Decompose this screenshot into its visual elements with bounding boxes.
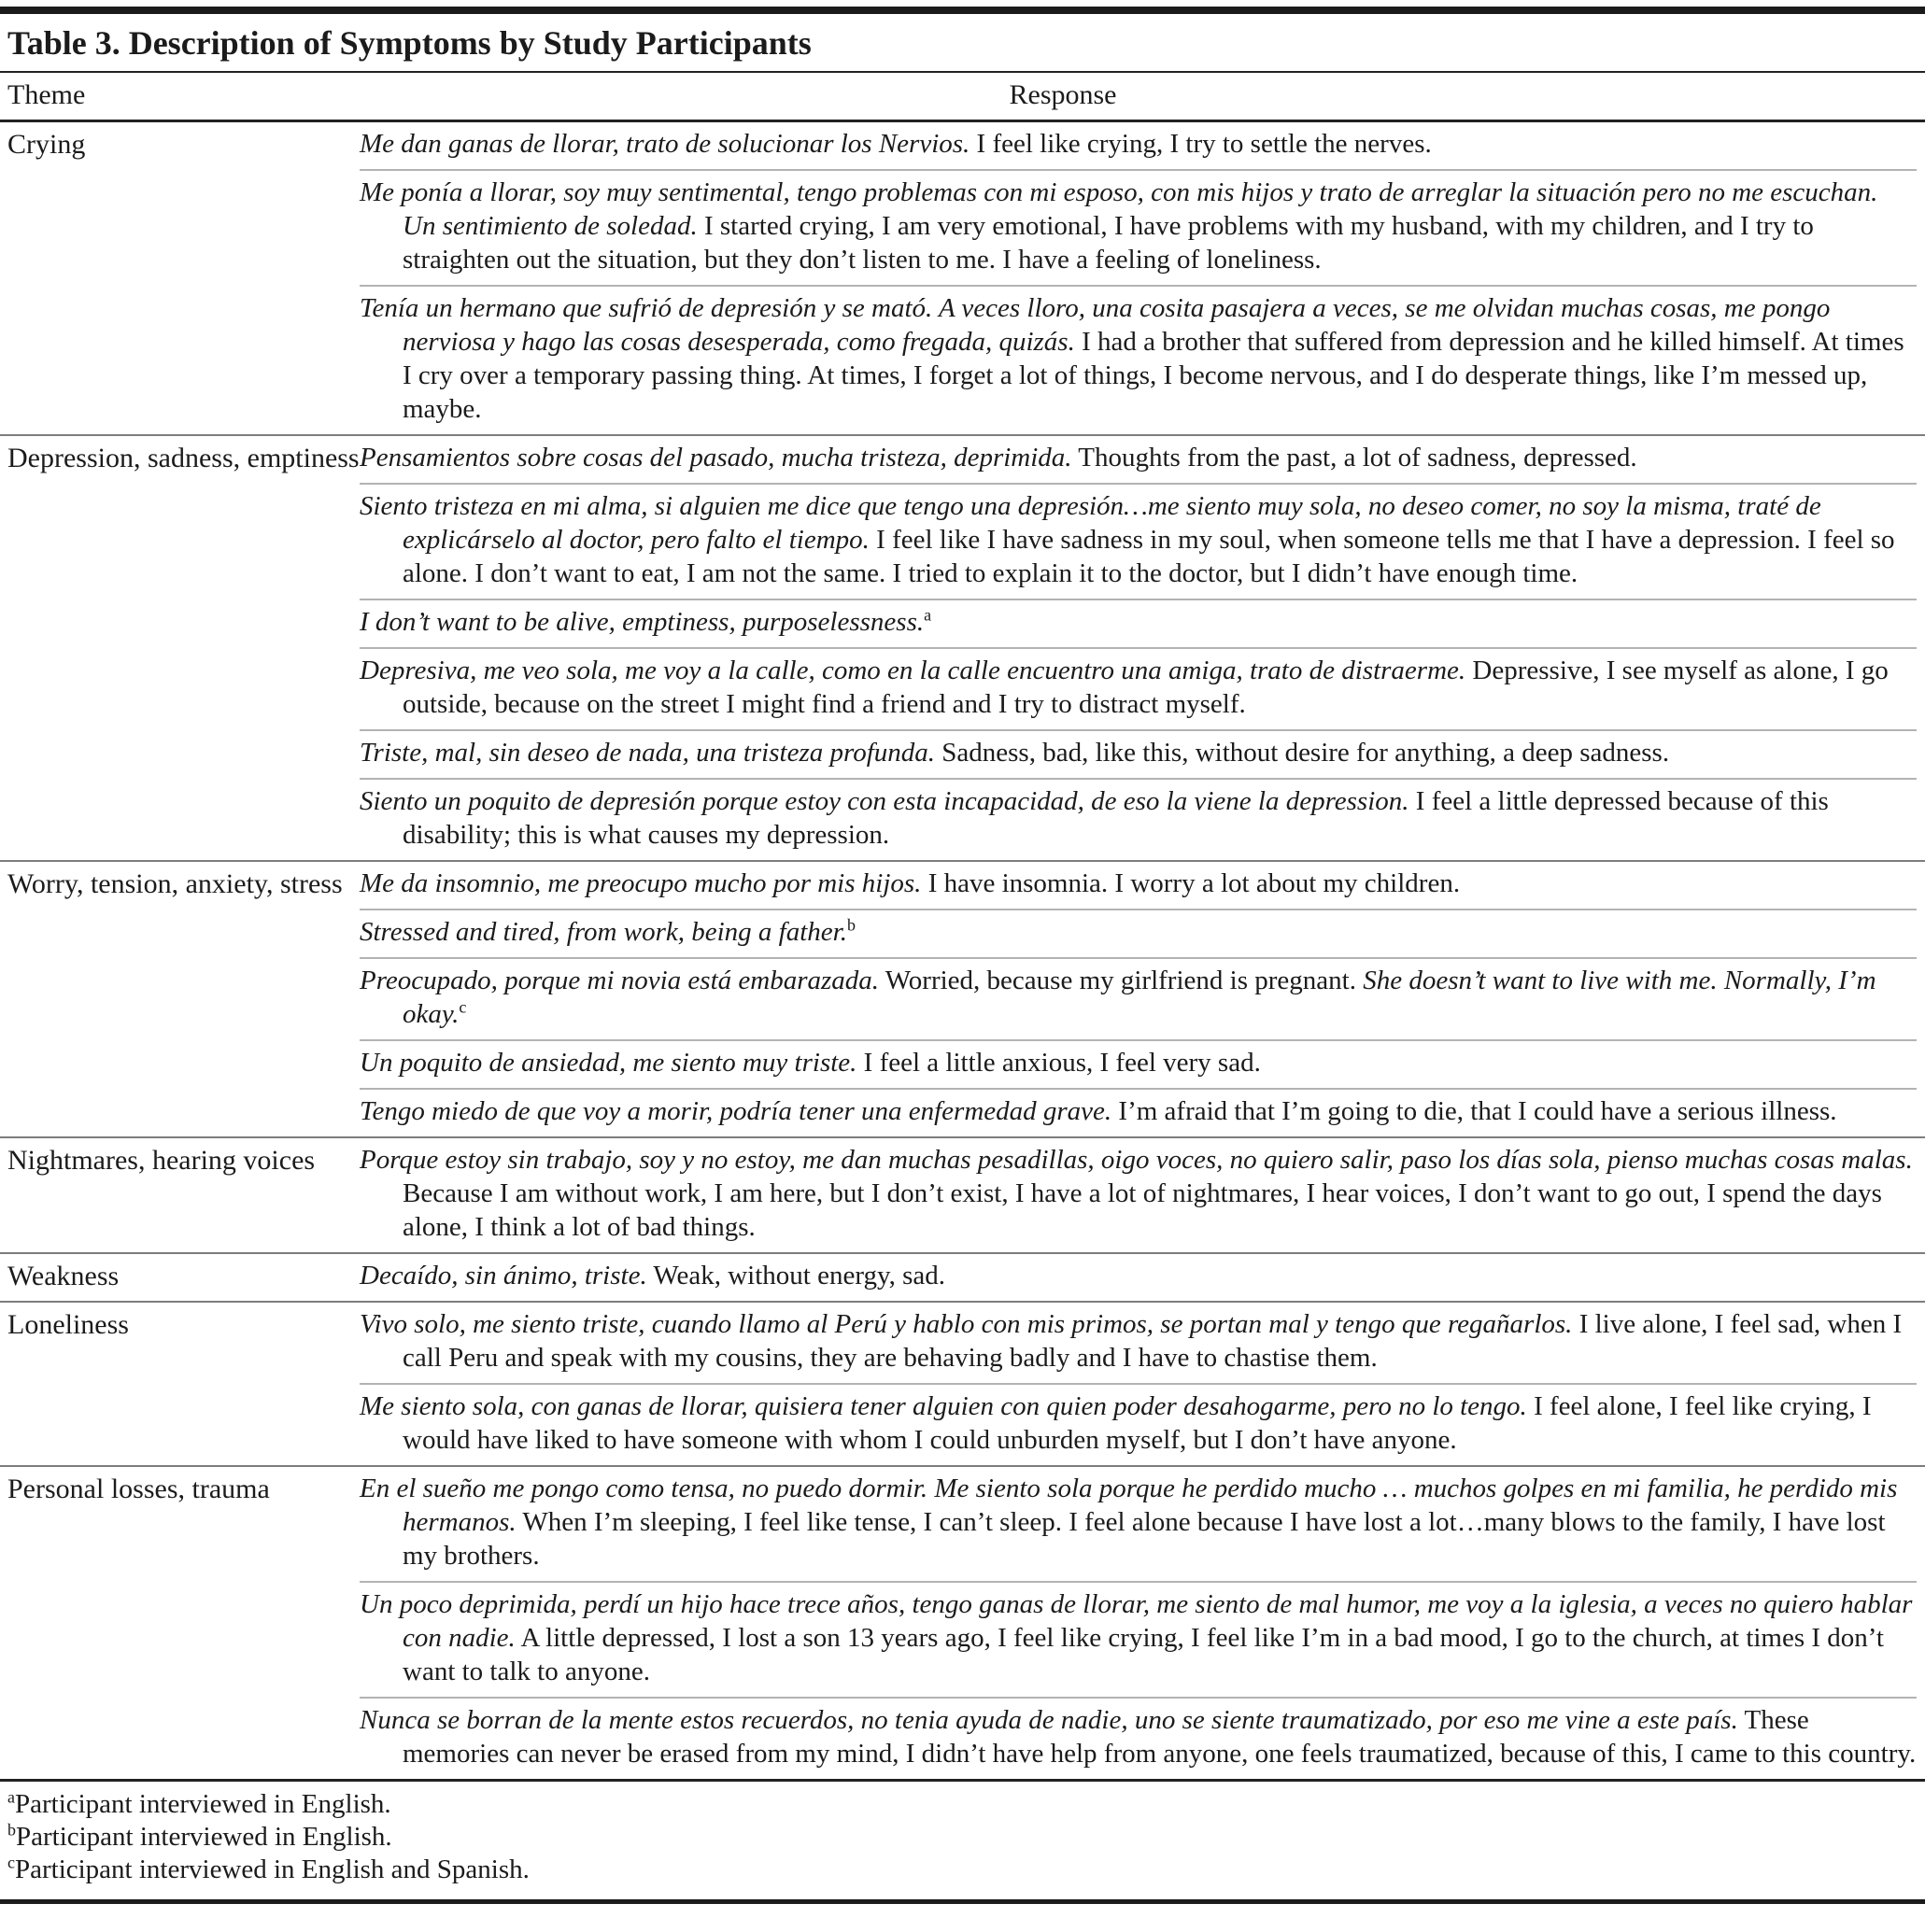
theme-group bbox=[0, 1252, 1925, 1301]
response-spanish: Decaído, sin ánimo, triste. bbox=[360, 1261, 647, 1290]
theme-group bbox=[0, 434, 1925, 860]
response-cell bbox=[360, 862, 1925, 1136]
response-english: Sadness, bad, like this, without desire for anything, a deep sadness. bbox=[935, 738, 1670, 768]
column-header-response: Response bbox=[1009, 79, 1117, 110]
response-cell bbox=[360, 1467, 1925, 1779]
response-text bbox=[360, 285, 1917, 434]
theme-group bbox=[0, 122, 1925, 434]
response-spanish: En el sueño me pongo como tensa, no puedo dormir. Me siento sola porque he perdido mucho … muchos golpes en mi familia, he perdido mis hermanos. bbox=[360, 1474, 1898, 1537]
response-spanish: I don’t want to be alive, emptiness, purposelessness. bbox=[360, 607, 925, 637]
theme-cell: Weakness bbox=[7, 1261, 120, 1291]
response-spanish: Me dan ganas de llorar, trato de solucionar los Nervios. bbox=[360, 129, 970, 159]
footnote-text: Participant interviewed in English. bbox=[14, 1789, 391, 1819]
response-text bbox=[360, 729, 1917, 778]
response-cell bbox=[360, 122, 1925, 434]
footnote-marker: a bbox=[7, 1787, 15, 1807]
footnote-marker: c bbox=[7, 1853, 15, 1872]
response-english: I feel alone, I feel like crying, I would have liked to have someone with whom I could unburden myself, but I don’t have anyone. bbox=[403, 1391, 1872, 1455]
response-text bbox=[360, 122, 1917, 169]
footnote-marker: b bbox=[7, 1820, 16, 1840]
response-spanish: Preocupado, porque mi novia está embarazada. bbox=[360, 966, 880, 995]
response-text bbox=[360, 1697, 1917, 1779]
symptoms-table bbox=[0, 7, 1925, 1904]
response-text bbox=[360, 1088, 1917, 1136]
response-text bbox=[360, 169, 1917, 285]
response-spanish: Siento un poquito de depresión porque estoy con esta incapacidad, de eso la viene la depression. bbox=[360, 786, 1409, 816]
response-english: I feel like crying, I try to settle the nerves. bbox=[970, 129, 1432, 159]
response-cell bbox=[360, 436, 1925, 860]
theme-group bbox=[0, 1301, 1925, 1465]
response-english: I live alone, I feel sad, when I call Peru and speak with my cousins, they are behaving badly and I have to chastise them. bbox=[403, 1309, 1903, 1373]
footnote-marker: a bbox=[924, 605, 932, 625]
response-english: I have insomnia. I worry a lot about my children. bbox=[921, 868, 1461, 898]
response-spanish: Me da insomnio, me preocupo mucho por mis hijos. bbox=[360, 868, 922, 898]
response-text bbox=[360, 1138, 1917, 1252]
theme-cell: Nightmares, hearing voices bbox=[7, 1145, 316, 1176]
table-header-row bbox=[0, 73, 1925, 122]
response-spanish: Un poquito de ansiedad, me siento muy triste. bbox=[360, 1048, 857, 1078]
response-spanish: Tengo miedo de que voy a morir, podría tener una enfermedad grave. bbox=[360, 1096, 1112, 1126]
theme-cell: Worry, tension, anxiety, stress bbox=[7, 868, 343, 899]
response-english: I’m afraid that I’m going to die, that I could have a serious illness. bbox=[1111, 1096, 1837, 1126]
response-english: Depressive, I see myself as alone, I go outside, because on the street I might find a friend and I try to distract myself. bbox=[403, 656, 1889, 719]
footnote-text: Participant interviewed in English. bbox=[15, 1822, 392, 1852]
response-text bbox=[360, 909, 1917, 957]
response-english: I had a brother that suffered from depression and he killed himself. At times I cry over a temporary passing thing. At times, I forget a lot of things, I become nervous, and I do desperate things, like I’m messed up, maybe. bbox=[403, 327, 1904, 424]
response-spanish: Depresiva, me veo sola, me voy a la calle, como en la calle encuentro una amiga, trato de distraerme. bbox=[360, 656, 1466, 685]
response-text bbox=[360, 1467, 1917, 1581]
footnote bbox=[7, 1821, 1918, 1854]
theme-group bbox=[0, 1136, 1925, 1252]
response-text bbox=[360, 1039, 1917, 1088]
response-text bbox=[360, 1254, 1917, 1301]
response-english: When I’m sleeping, I feel like tense, I can’t sleep. I feel alone because I have lost a lot…many blows to the family, I have lost my brothers. bbox=[403, 1507, 1886, 1571]
footnote-marker: c bbox=[459, 997, 467, 1017]
response-spanish: Vivo solo, me siento triste, cuando llamo al Perú y hablo con mis primos, se portan mal y tengo que regañarlos. bbox=[360, 1309, 1573, 1339]
response-text bbox=[360, 647, 1917, 729]
footnote-text: Participant interviewed in English and Spanish. bbox=[14, 1854, 530, 1884]
response-english: Worried, because my girlfriend is pregnant. bbox=[879, 966, 1364, 995]
response-cell bbox=[360, 1138, 1925, 1252]
response-text bbox=[360, 862, 1917, 909]
response-text bbox=[360, 1581, 1917, 1697]
theme-group bbox=[0, 1465, 1925, 1779]
response-spanish: Tenía un hermano que sufrió de depresión y se mató. A veces lloro, una cosita pasajera a veces, se me olvidan muchas cosas, me pongo nerviosa y hago las cosas desesperada, como fregada, quizás. bbox=[360, 293, 1831, 357]
table-top-rule bbox=[0, 7, 1925, 14]
response-text bbox=[360, 778, 1917, 860]
response-text bbox=[360, 599, 1917, 647]
theme-cell: Crying bbox=[7, 129, 86, 160]
table-bottom-rule bbox=[0, 1899, 1925, 1904]
theme-group bbox=[0, 860, 1925, 1136]
response-english: I feel a little anxious, I feel very sad. bbox=[856, 1048, 1261, 1078]
response-spanish: Siento tristeza en mi alma, si alguien me dice que tengo una depresión…me siento muy sola, no deseo comer, no soy la misma, traté de explicárselo al doctor, pero falto el tiempo. bbox=[360, 491, 1821, 555]
theme-cell: Personal losses, trauma bbox=[7, 1474, 270, 1504]
response-spanish: Porque estoy sin trabajo, soy y no estoy, me dan muchas pesadillas, oigo voces, no quiero salir, paso los días sola, pienso muchas cosas malas. bbox=[360, 1145, 1913, 1175]
response-spanish: Me siento sola, con ganas de llorar, quisiera tener alguien con quien poder desahogarme, pero no lo tengo. bbox=[360, 1391, 1527, 1421]
response-english: Weak, without energy, sad. bbox=[646, 1261, 945, 1290]
response-text bbox=[360, 1303, 1917, 1383]
response-cell bbox=[360, 1303, 1925, 1465]
response-text bbox=[360, 1383, 1917, 1465]
response-english: I started crying, I am very emotional, I have problems with my husband, with my children, and I try to straighten out the situation, but they don’t listen to me. I have a feeling of loneliness. bbox=[403, 211, 1814, 275]
response-spanish: Pensamientos sobre cosas del pasado, mucha tristeza, deprimida. bbox=[360, 443, 1072, 472]
response-english: These memories can never be erased from my mind, I didn’t have help from anyone, one feels traumatized, because of this, I came to this country. bbox=[403, 1705, 1917, 1769]
table-title: Table 3. Description of Symptoms by Study Participants bbox=[0, 14, 1925, 73]
response-english: Because I am without work, I am here, but I don’t exist, I have a lot of nightmares, I hear voices, I don’t want to go out, I spend the days alone, I think a lot of bad things. bbox=[403, 1178, 1882, 1242]
theme-cell: Loneliness bbox=[7, 1309, 129, 1340]
footnotes bbox=[0, 1782, 1925, 1894]
response-spanish: Stressed and tired, from work, being a father. bbox=[360, 917, 847, 947]
footnote-marker: b bbox=[846, 915, 856, 935]
response-english: I feel a little depressed because of this disability; this is what causes my depression. bbox=[403, 786, 1829, 850]
footnote bbox=[7, 1788, 1918, 1821]
response-english: I feel like I have sadness in my soul, when someone tells me that I have a depression. I feel so alone. I don’t want to eat, I am not the same. I tried to explain it to the doctor, but I didn’t have enough time. bbox=[403, 525, 1895, 588]
response-spanish: She doesn’t want to live with me. Normally, I’m okay. bbox=[403, 966, 1876, 1029]
response-spanish: Triste, mal, sin deseo de nada, una tristeza profunda. bbox=[360, 738, 935, 768]
column-header-theme: Theme bbox=[7, 79, 86, 110]
response-spanish: Nunca se borran de la mente estos recuerdos, no tenia ayuda de nadie, uno se siente traumatizado, por eso me vine a este país. bbox=[360, 1705, 1738, 1735]
table-body bbox=[0, 122, 1925, 1782]
response-spanish: Un poco deprimida, perdí un hijo hace trece años, tengo ganas de llorar, me siento de mal humor, me voy a la iglesia, a veces no quiero hablar con nadie. bbox=[360, 1589, 1913, 1653]
response-cell bbox=[360, 1254, 1925, 1301]
response-text bbox=[360, 957, 1917, 1039]
response-text bbox=[360, 483, 1917, 599]
response-english: Thoughts from the past, a lot of sadness, depressed. bbox=[1071, 443, 1637, 472]
response-spanish: Me ponía a llorar, soy muy sentimental, tengo problemas con mi esposo, con mis hijos y trato de arreglar la situación pero no me escuchan. Un sentimiento de soledad. bbox=[360, 177, 1878, 241]
footnote bbox=[7, 1854, 1918, 1886]
response-text bbox=[360, 436, 1917, 483]
theme-cell: Depression, sadness, emptiness bbox=[7, 443, 360, 473]
response-english: A little depressed, I lost a son 13 years ago, I feel like crying, I feel like I’m in a bad mood, I go to the church, at times I don’t want to talk to anyone. bbox=[403, 1623, 1884, 1686]
